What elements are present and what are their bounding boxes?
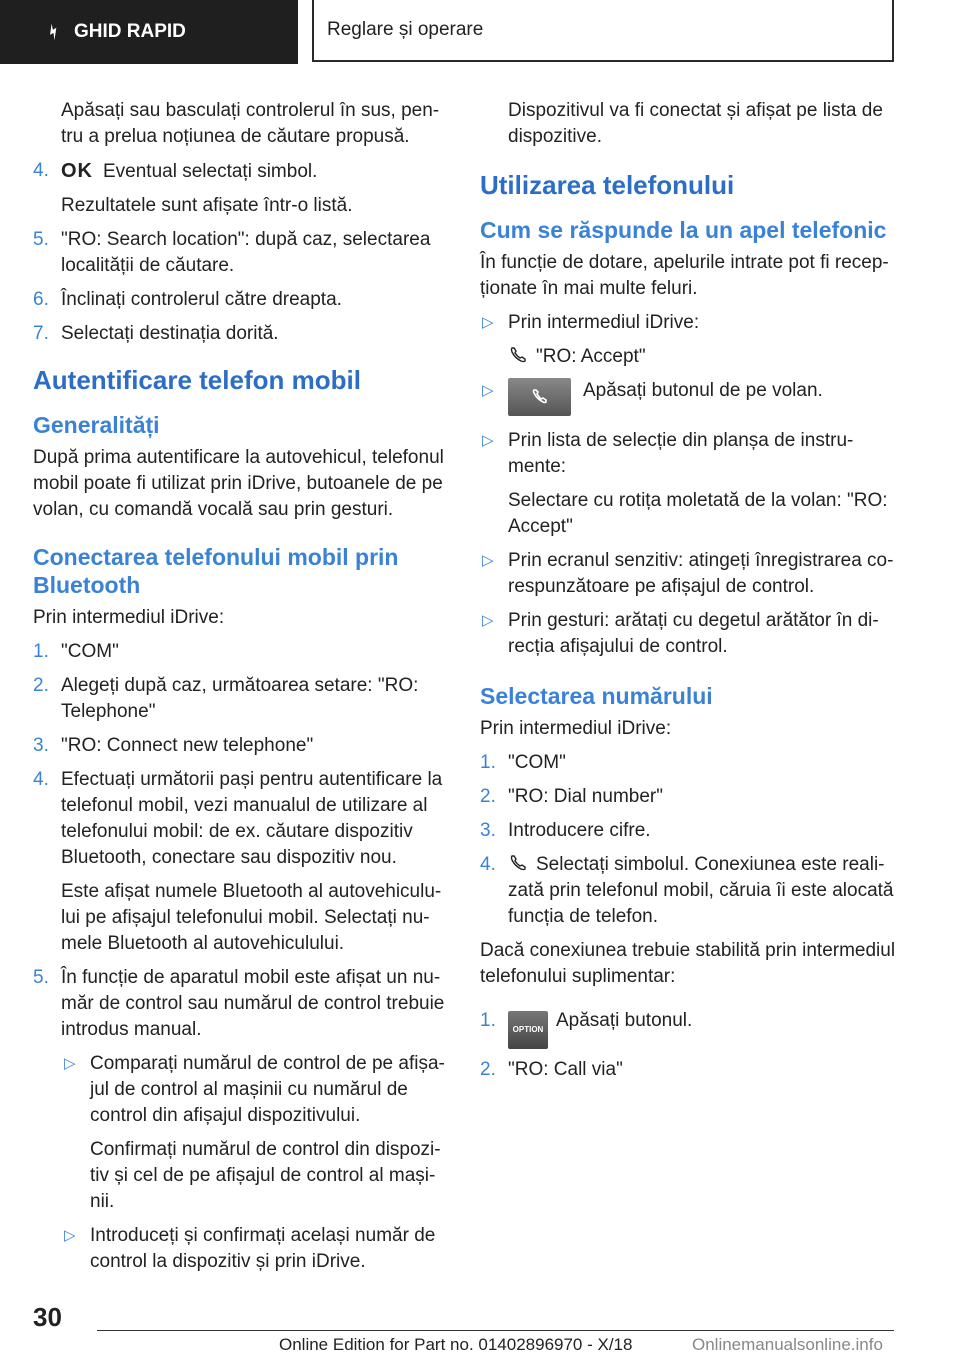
steering-phone-button-icon (508, 378, 571, 416)
step-text: "COM" (61, 641, 119, 662)
bullet-text: Apăsați butonul de pe volan. (583, 380, 823, 401)
section-label: Reglare și operare (327, 19, 484, 40)
heading-select: Selectarea numărului (480, 683, 713, 709)
step-number: 4. (480, 854, 496, 875)
page-number: 30 (33, 1302, 62, 1332)
heading-use: Utilizarea telefonului (480, 170, 735, 200)
intro-text: Apăsați sau basculați controlerul în sus, pen-tru a prelua noțiunea de căutare propusă. (61, 100, 440, 147)
bullet-text: Prin lista de selecție din planșa de instru-mente: (508, 430, 854, 477)
step-text: Alegeți după caz, următoarea setare: "RO: Telephone" (61, 675, 419, 722)
quick-guide-tab[interactable] (0, 0, 298, 64)
answer-text: În funcție de dotare, apelurile intrate pot fi recep-ționate în mai multe feluri. (480, 252, 889, 299)
bullet-item (480, 608, 900, 660)
triangle-bullet-icon: ▷ (482, 314, 494, 331)
step-number: 2. (480, 786, 496, 807)
bullet-text: Prin gesturi: arătați cu degetul arătător în di-recția afișajului de control. (508, 610, 879, 657)
step-text: Înclinați controlerul către dreapta. (61, 289, 342, 310)
list-item (33, 227, 451, 279)
intro-text: Dispozitivul va fi conectat și afișat pe lista de dispozitive. (508, 100, 883, 147)
step-number: 4. (33, 160, 49, 181)
list-item (33, 321, 451, 347)
step-text: "RO: Search location": după caz, selectarea localității de căutare. (61, 229, 431, 276)
list-item (33, 639, 451, 665)
step-text: Eventual selectați simbol. (103, 161, 318, 182)
bullet-text: Prin ecranul senzitiv: atingeți înregistrarea co-respunzătoare pe afișajul de control. (508, 550, 894, 597)
option-button-icon: OPTION (508, 1011, 548, 1049)
list-item (33, 158, 451, 185)
step-text: În funcție de aparatul mobil este afișat un nu-măr de control sau numărul de control trebuie introdus manual. (61, 967, 445, 1040)
bullet-item (480, 428, 900, 480)
heading-general: Generalități (33, 412, 160, 438)
step-note: Este afișat numele Bluetooth al autovehiculu-lui pe afișajul telefonului mobil. Selectați nu-mele Bluetooth al autovehiculului. (61, 881, 442, 954)
bullet-note: Confirmați numărul de control din dispozi-tiv și cel de pe afișajul de control al mași-nii. (90, 1139, 441, 1212)
list-item (480, 818, 900, 844)
step-text: Apăsați butonul. (556, 1010, 693, 1031)
step-number: 5. (33, 967, 49, 988)
triangle-bullet-icon: ▷ (64, 1055, 76, 1072)
step-number: 1. (480, 1010, 496, 1031)
general-text: După prima autentificare la autovehicul, telefonul mobil poate fi utilizat prin iDrive, butoanele de pe volan, cu comandă vocală sau prin gesturi. (33, 447, 444, 520)
list-item (480, 750, 900, 776)
step-number: 4. (33, 769, 49, 790)
extra-text: Dacă conexiunea trebuie stabilită prin intermediul telefonului suplimentar: (480, 940, 896, 987)
step-number: 2. (480, 1059, 496, 1080)
watermark: Onlinemanualsonline.info (692, 1335, 883, 1354)
list-item (33, 733, 451, 759)
step-number: 3. (33, 735, 49, 756)
bullet-text: Introduceți și confirmați același număr de control la dispozitiv și prin iDrive. (90, 1225, 436, 1272)
phone-icon (508, 345, 528, 365)
step-text: Efectuați următorii pași pentru autentificare la telefonul mobil, vezi manualul de utilizare al telefonului mobil: de ex. căutare dispozitiv Bluetooth, conectare sau dispozitiv nou. (61, 769, 443, 868)
bullet-text: Comparați numărul de control de pe afișa-jul de control al mașinii cu numărul de control din afișajul dispozitivului. (90, 1053, 445, 1126)
step-number: 1. (480, 752, 496, 773)
bullet-note: Selectare cu rotița moletată de la volan: "RO: Accept" (508, 490, 888, 537)
heading-auth: Autentificare telefon mobil (33, 365, 361, 395)
step-text: "RO: Dial number" (508, 786, 663, 807)
section-tab[interactable] (312, 0, 894, 62)
triangle-bullet-icon: ▷ (64, 1227, 76, 1244)
sub-bullet (33, 1051, 451, 1129)
bullet-item (480, 310, 900, 336)
step-text: "RO: Connect new telephone" (61, 735, 314, 756)
list-item (480, 784, 900, 810)
lightning-icon (44, 23, 62, 41)
step-text: Introducere cifre. (508, 820, 651, 841)
list-item (33, 965, 451, 1043)
note-text: "RO: Accept" (536, 346, 646, 367)
triangle-bullet-icon: ▷ (482, 612, 494, 629)
triangle-bullet-icon: ▷ (482, 552, 494, 569)
step-number: 6. (33, 289, 49, 310)
bullet-text: Prin intermediul iDrive: (508, 312, 700, 333)
step-number: 7. (33, 323, 49, 344)
footer-divider (97, 1330, 894, 1331)
step-text: "RO: Call via" (508, 1059, 623, 1080)
bullet-note (480, 344, 900, 370)
footer-edition: Online Edition for Part no. 01402896970 - X/18 (279, 1335, 633, 1354)
triangle-bullet-icon: ▷ (482, 382, 494, 399)
list-item (33, 767, 451, 871)
step-text: Selectați simbolul. Conexiunea este reali-zată prin telefonul mobil, căruia îi este alocată funcția de telefon. (508, 854, 894, 927)
result-text: Rezultatele sunt afișate într-o listă. (61, 195, 353, 216)
heading-answer: Cum se răspunde la un apel telefonic (480, 217, 887, 243)
list-item (480, 1008, 900, 1049)
heading-connect: Conectarea telefonului mobil prin Bluetooth (33, 544, 399, 598)
page-header (0, 0, 960, 66)
sub-bullet (33, 1223, 451, 1275)
bullet-item (480, 548, 900, 600)
right-column (480, 98, 900, 1091)
via-idrive-text: Prin intermediul iDrive: (33, 607, 225, 628)
list-item (33, 287, 451, 313)
via-idrive-text: Prin intermediul iDrive: (480, 718, 672, 739)
list-item (480, 852, 900, 930)
step-number: 5. (33, 229, 49, 250)
bullet-item (480, 378, 900, 420)
left-column (33, 98, 451, 1283)
triangle-bullet-icon: ▷ (482, 432, 494, 449)
step-number: 3. (480, 820, 496, 841)
step-number: 1. (33, 641, 49, 662)
phone-icon (508, 853, 528, 873)
ok-icon: OK (61, 160, 93, 182)
step-text: Selectați destinația dorită. (61, 323, 279, 344)
step-text: "COM" (508, 752, 566, 773)
list-item (480, 1057, 900, 1083)
quick-guide-label: GHID RAPID (74, 21, 186, 42)
list-item (33, 673, 451, 725)
step-number: 2. (33, 675, 49, 696)
